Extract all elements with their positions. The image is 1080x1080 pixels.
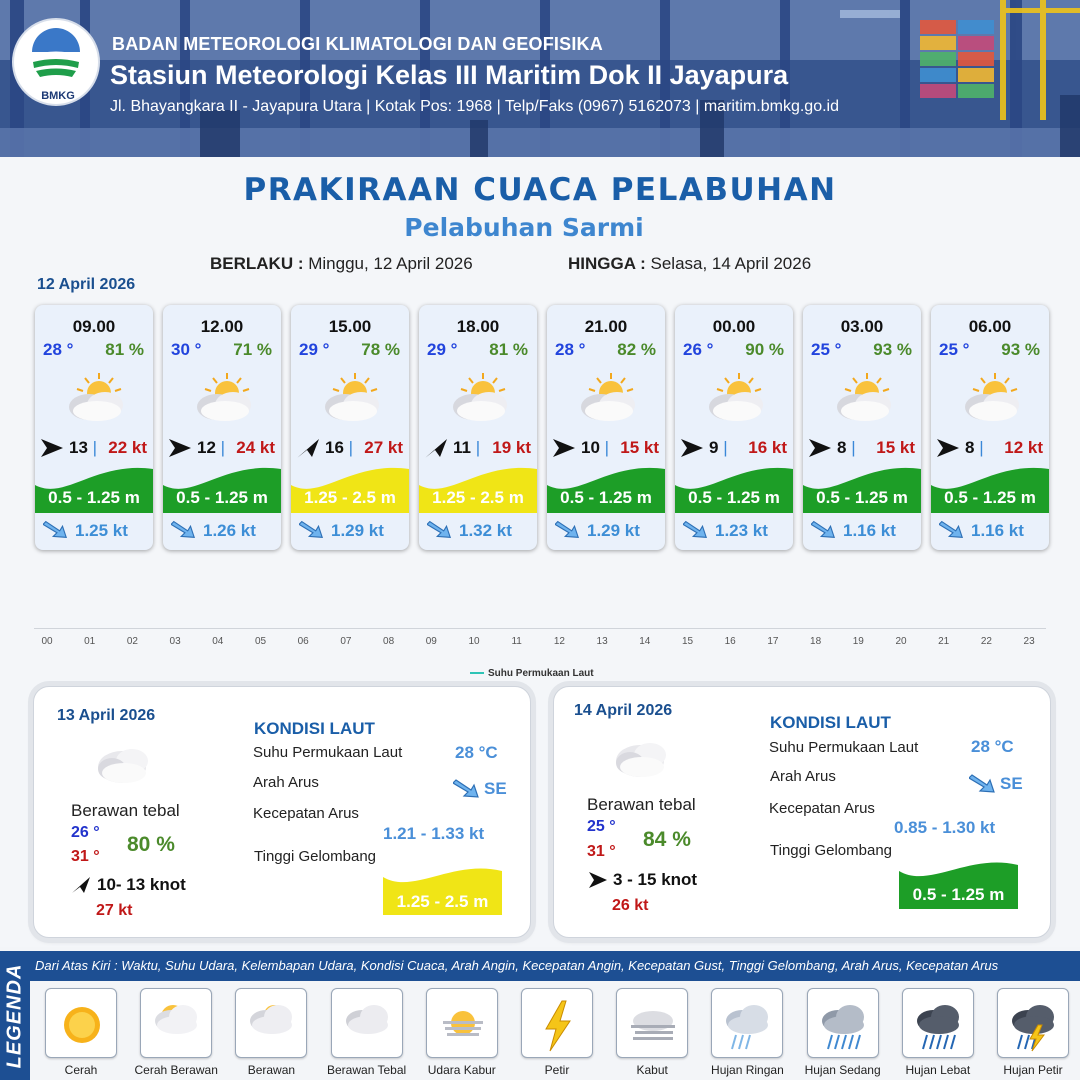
overcast-icon (338, 995, 398, 1055)
condition-text: Berawan tebal (71, 801, 180, 820)
air-temperature: 25 ° (939, 340, 970, 359)
legend-item (711, 988, 783, 1058)
current-dir-label: Arah Arus (253, 774, 319, 791)
hourly-card (291, 305, 409, 550)
sst-legend-label: Suhu Permukaan Laut (488, 668, 594, 679)
wind-speed-value: 10 (581, 438, 600, 457)
current-arrow-se-icon (453, 777, 481, 799)
air-temperature: 30 ° (171, 340, 202, 359)
wind-gust: 15 kt (620, 438, 659, 457)
current-speed: 1.23 kt (715, 521, 768, 540)
wave-label: Tinggi Gelombang (254, 848, 377, 865)
hour-tick-label: 03 (169, 636, 181, 647)
temp-max: 31 ° (71, 848, 100, 865)
hour-tick-label: 05 (254, 636, 267, 647)
wind-speed-value: 16 (325, 438, 344, 457)
hour-tick-label: 04 (212, 636, 224, 647)
legend-item-label: Berawan Tebal (327, 1063, 407, 1077)
sun-cloud-icon (829, 369, 899, 425)
station-address: Jl. Bhayangkara II - Jayapura Utara | Kotak Pos: 1968 | Telp/Faks (0967) 5162073 | maritim.bmkg.go.id (110, 98, 839, 115)
wind-speed (581, 438, 609, 458)
wind-gust: 27 kt (364, 438, 403, 457)
hour-tick-label: 02 (126, 636, 138, 647)
sun-icon (52, 995, 112, 1055)
wind-gust: 15 kt (876, 438, 915, 457)
sst-label: Suhu Permukaan Laut (253, 744, 403, 761)
wave-label: Tinggi Gelombang (770, 842, 893, 859)
air-temperature: 28 ° (555, 340, 586, 359)
valid-from (210, 254, 473, 274)
hourly-card (419, 305, 537, 550)
day-date: 14 April 2026 (574, 702, 673, 719)
air-temperature: 28 ° (43, 340, 74, 359)
condition-text: Berawan tebal (587, 795, 696, 814)
humidity: 71 % (233, 340, 272, 359)
hour-tick-label: 09 (425, 636, 437, 647)
hour-tick-label: 19 (852, 636, 864, 647)
legend-item-label: Hujan Petir (1003, 1063, 1063, 1077)
air-temperature: 26 ° (683, 340, 714, 359)
wind-gust: 16 kt (748, 438, 787, 457)
wind-speed-value: 12 (197, 438, 216, 457)
current-speed: 0.85 - 1.30 kt (894, 818, 996, 837)
air-temperature: 25 ° (811, 340, 842, 359)
hour-tick-label: 22 (980, 636, 992, 647)
forecast-time: 09.00 (72, 317, 116, 336)
hour-tick-label: 12 (553, 636, 565, 647)
forecast-time: 15.00 (328, 317, 372, 336)
hour-tick-label: 00 (41, 636, 53, 647)
day-summary-13 (33, 686, 531, 938)
hour-tick-label: 07 (340, 636, 352, 647)
sst-label: Suhu Permukaan Laut (769, 739, 919, 756)
header-banner (0, 0, 1080, 157)
legend-item-label: Hujan Sedang (804, 1063, 881, 1077)
air-temperature: 29 ° (299, 340, 330, 359)
wind-speed: 3 - 15 knot (613, 870, 698, 889)
legend-side-tab (0, 951, 30, 1080)
current-speed: 1.21 - 1.33 kt (383, 824, 485, 843)
humidity: 93 % (1001, 340, 1040, 359)
wind-speed (837, 438, 856, 458)
hour-tick-label: 08 (383, 636, 395, 647)
wave-height: 0.5 - 1.25 m (48, 488, 140, 507)
hour-tick-label: 11 (511, 636, 522, 647)
hourly-card (163, 305, 281, 550)
hourly-card (675, 305, 793, 550)
legend-item-label: Kabut (636, 1063, 668, 1077)
sun-cloud-icon (445, 369, 515, 425)
wind-arrow-e-icon (587, 870, 609, 890)
temp-max: 31 ° (587, 843, 616, 860)
wind-speed-value: 13 (69, 438, 88, 457)
thunderstorm-icon (1004, 995, 1064, 1055)
legend-item (807, 988, 879, 1058)
current-arrow-se-icon (969, 772, 997, 794)
valid-from-label: BERLAKU : (210, 254, 304, 273)
forecast-time: 03.00 (840, 317, 884, 336)
wind-gust: 24 kt (236, 438, 275, 457)
hour-tick-label: 20 (895, 636, 907, 647)
air-temperature: 29 ° (427, 340, 458, 359)
legend-item (331, 988, 403, 1058)
heavy-rain-icon (909, 995, 969, 1055)
wave-value: 1.25 - 2.5 m (396, 892, 489, 911)
wind-speed-value: 11 (453, 438, 471, 457)
wind-separator: | (604, 438, 610, 457)
station-name: Stasiun Meteorologi Kelas III Maritim Dok II Jayapura (110, 60, 789, 90)
hourly-card (931, 305, 1049, 550)
humidity: 90 % (745, 340, 784, 359)
legend-item-label: Petir (544, 1063, 570, 1077)
humidity: 82 % (617, 340, 656, 359)
wind-separator: | (979, 438, 984, 457)
current-speed: 1.29 kt (331, 521, 384, 540)
hour-tick-label: 15 (681, 636, 694, 647)
humidity: 81 % (489, 340, 528, 359)
hourly-card (35, 305, 153, 550)
wind-separator: | (220, 438, 226, 457)
overcast-icon (610, 735, 674, 781)
day1-date: 12 April 2026 (37, 276, 136, 293)
wind-separator: | (475, 438, 481, 457)
forecast-time: 21.00 (584, 317, 628, 336)
hour-tick-label: 16 (724, 636, 736, 647)
moderate-rain-icon (814, 995, 874, 1055)
legend-item (140, 988, 212, 1058)
wave-height: 0.5 - 1.25 m (816, 488, 908, 507)
humidity: 78 % (361, 340, 400, 359)
legend-item (616, 988, 688, 1058)
sea-title: KONDISI LAUT (770, 713, 891, 732)
sun-cloud-icon (957, 369, 1027, 425)
legend-item (426, 988, 498, 1058)
hourly-card (803, 305, 921, 550)
legend-item-label: Udara Kabur (427, 1063, 496, 1077)
wind-separator: | (348, 438, 354, 457)
current-speed: 1.16 kt (843, 521, 896, 540)
humidity: 93 % (873, 340, 912, 359)
current-dir: SE (484, 779, 507, 798)
hour-tick-label: 18 (810, 636, 822, 647)
sea-title: KONDISI LAUT (254, 719, 375, 738)
current-speed: 1.32 kt (459, 521, 512, 540)
current-speed: 1.29 kt (587, 521, 640, 540)
wave-height: 0.5 - 1.25 m (688, 488, 780, 507)
wind-speed (69, 438, 97, 458)
fog-icon (623, 995, 683, 1055)
humidity: 84 % (643, 828, 691, 851)
sun-cloud-icon (573, 369, 643, 425)
hour-tick-label: 01 (84, 636, 96, 647)
wind-speed-value: 9 (709, 438, 719, 457)
wave-height: 0.5 - 1.25 m (560, 488, 652, 507)
current-speed-label: Kecepatan Arus (253, 805, 359, 822)
day-summary-14 (553, 686, 1051, 938)
wind-separator: | (851, 438, 856, 457)
hour-tick-label: 23 (1023, 636, 1035, 647)
wind-speed (709, 438, 728, 458)
hourly-card (547, 305, 665, 550)
valid-to (568, 254, 811, 274)
wind-gust: 22 kt (108, 438, 147, 457)
humidity: 80 % (127, 833, 175, 856)
day-date: 13 April 2026 (57, 707, 156, 724)
valid-to-value: Selasa, 14 April 2026 (650, 254, 812, 273)
sun-cloud-icon (147, 995, 207, 1055)
wind-speed-value: 8 (837, 438, 847, 457)
sst-legend-marker (470, 672, 484, 674)
agency-name: BADAN METEOROLOGI KLIMATOLOGI DAN GEOFISIKA (112, 34, 603, 54)
hour-tick-label: 06 (297, 636, 309, 647)
wave-height: 1.25 - 2.5 m (304, 488, 396, 507)
page-title: PRAKIRAAN CUACA PELABUHAN (243, 172, 837, 208)
wave-height: 1.25 - 2.5 m (432, 488, 524, 507)
legend-item-label: Hujan Ringan (711, 1063, 784, 1077)
haze-icon (433, 995, 493, 1055)
sun-cloud-icon (189, 369, 259, 425)
sst-legend (470, 668, 594, 679)
light-rain-icon (718, 995, 778, 1055)
legend-description: Dari Atas Kiri : Waktu, Suhu Udara, Kelembapan Udara, Kondisi Cuaca, Arah Angin, Kecepatan Angin, Kecepatan Gust, Tinggi Gelombang, Arah Arus, Kecepatan Arus (35, 958, 999, 973)
temp-min: 25 ° (587, 818, 616, 835)
wind-speed (453, 438, 480, 458)
legend-item (45, 988, 117, 1058)
sst-value: 28 °C (971, 737, 1014, 756)
forecast-time: 18.00 (456, 317, 500, 336)
wave-height: 0.5 - 1.25 m (944, 488, 1036, 507)
humidity: 81 % (105, 340, 144, 359)
forecast-time: 06.00 (968, 317, 1012, 336)
logo-text: BMKG (41, 90, 75, 102)
wind-gust: 19 kt (492, 438, 531, 457)
wind-speed (325, 438, 353, 458)
sun-cloud-icon (61, 369, 131, 425)
hour-axis-line (34, 628, 1046, 629)
current-speed: 1.25 kt (75, 521, 128, 540)
current-speed: 1.16 kt (971, 521, 1024, 540)
hour-tick-label: 13 (596, 636, 608, 647)
wind-speed: 10- 13 knot (97, 875, 186, 894)
forecast-time: 00.00 (712, 317, 756, 336)
wind-speed (197, 438, 225, 458)
wind-gust: 12 kt (1004, 438, 1043, 457)
current-speed: 1.26 kt (203, 521, 256, 540)
legend-item (235, 988, 307, 1058)
forecast-time: 12.00 (200, 317, 244, 336)
legend-title: LEGENDA (3, 963, 26, 1068)
legend-item-label: Cerah Berawan (134, 1063, 218, 1077)
hour-tick-label: 10 (468, 636, 480, 647)
wind-gust: 27 kt (96, 902, 133, 919)
port-name: Pelabuhan Sarmi (404, 213, 644, 242)
legend-item-label: Cerah (64, 1063, 98, 1077)
wind-speed-value: 8 (965, 438, 975, 457)
current-dir: SE (1000, 774, 1023, 793)
bmkg-logo (12, 18, 100, 106)
wind-separator: | (92, 438, 98, 457)
wave-height: 0.5 - 1.25 m (176, 488, 268, 507)
legend-item-label: Hujan Lebat (905, 1063, 971, 1077)
legend-item (521, 988, 593, 1058)
wind-arrow-ne-icon (70, 875, 92, 895)
wind-speed (965, 438, 984, 458)
hour-tick-label: 21 (938, 636, 950, 647)
overcast-icon (92, 741, 156, 787)
sst-value: 28 °C (455, 743, 498, 762)
legend-item (997, 988, 1069, 1058)
sun-cloud-icon (701, 369, 771, 425)
hour-tick-label: 14 (639, 636, 651, 647)
current-speed-label: Kecepatan Arus (769, 800, 875, 817)
temp-min: 26 ° (71, 824, 100, 841)
legend-item-label: Berawan (247, 1063, 296, 1077)
valid-from-value: Minggu, 12 April 2026 (308, 254, 473, 273)
wave-value: 0.5 - 1.25 m (912, 885, 1005, 904)
wind-gust: 26 kt (612, 897, 649, 914)
current-dir-label: Arah Arus (770, 768, 836, 785)
valid-to-label: HINGGA : (568, 254, 646, 273)
sun-cloud-icon (317, 369, 387, 425)
cloudy-icon (242, 995, 302, 1055)
wind-separator: | (723, 438, 728, 457)
hour-tick-label: 17 (767, 636, 779, 647)
lightning-icon (528, 995, 588, 1055)
legend-item (902, 988, 974, 1058)
